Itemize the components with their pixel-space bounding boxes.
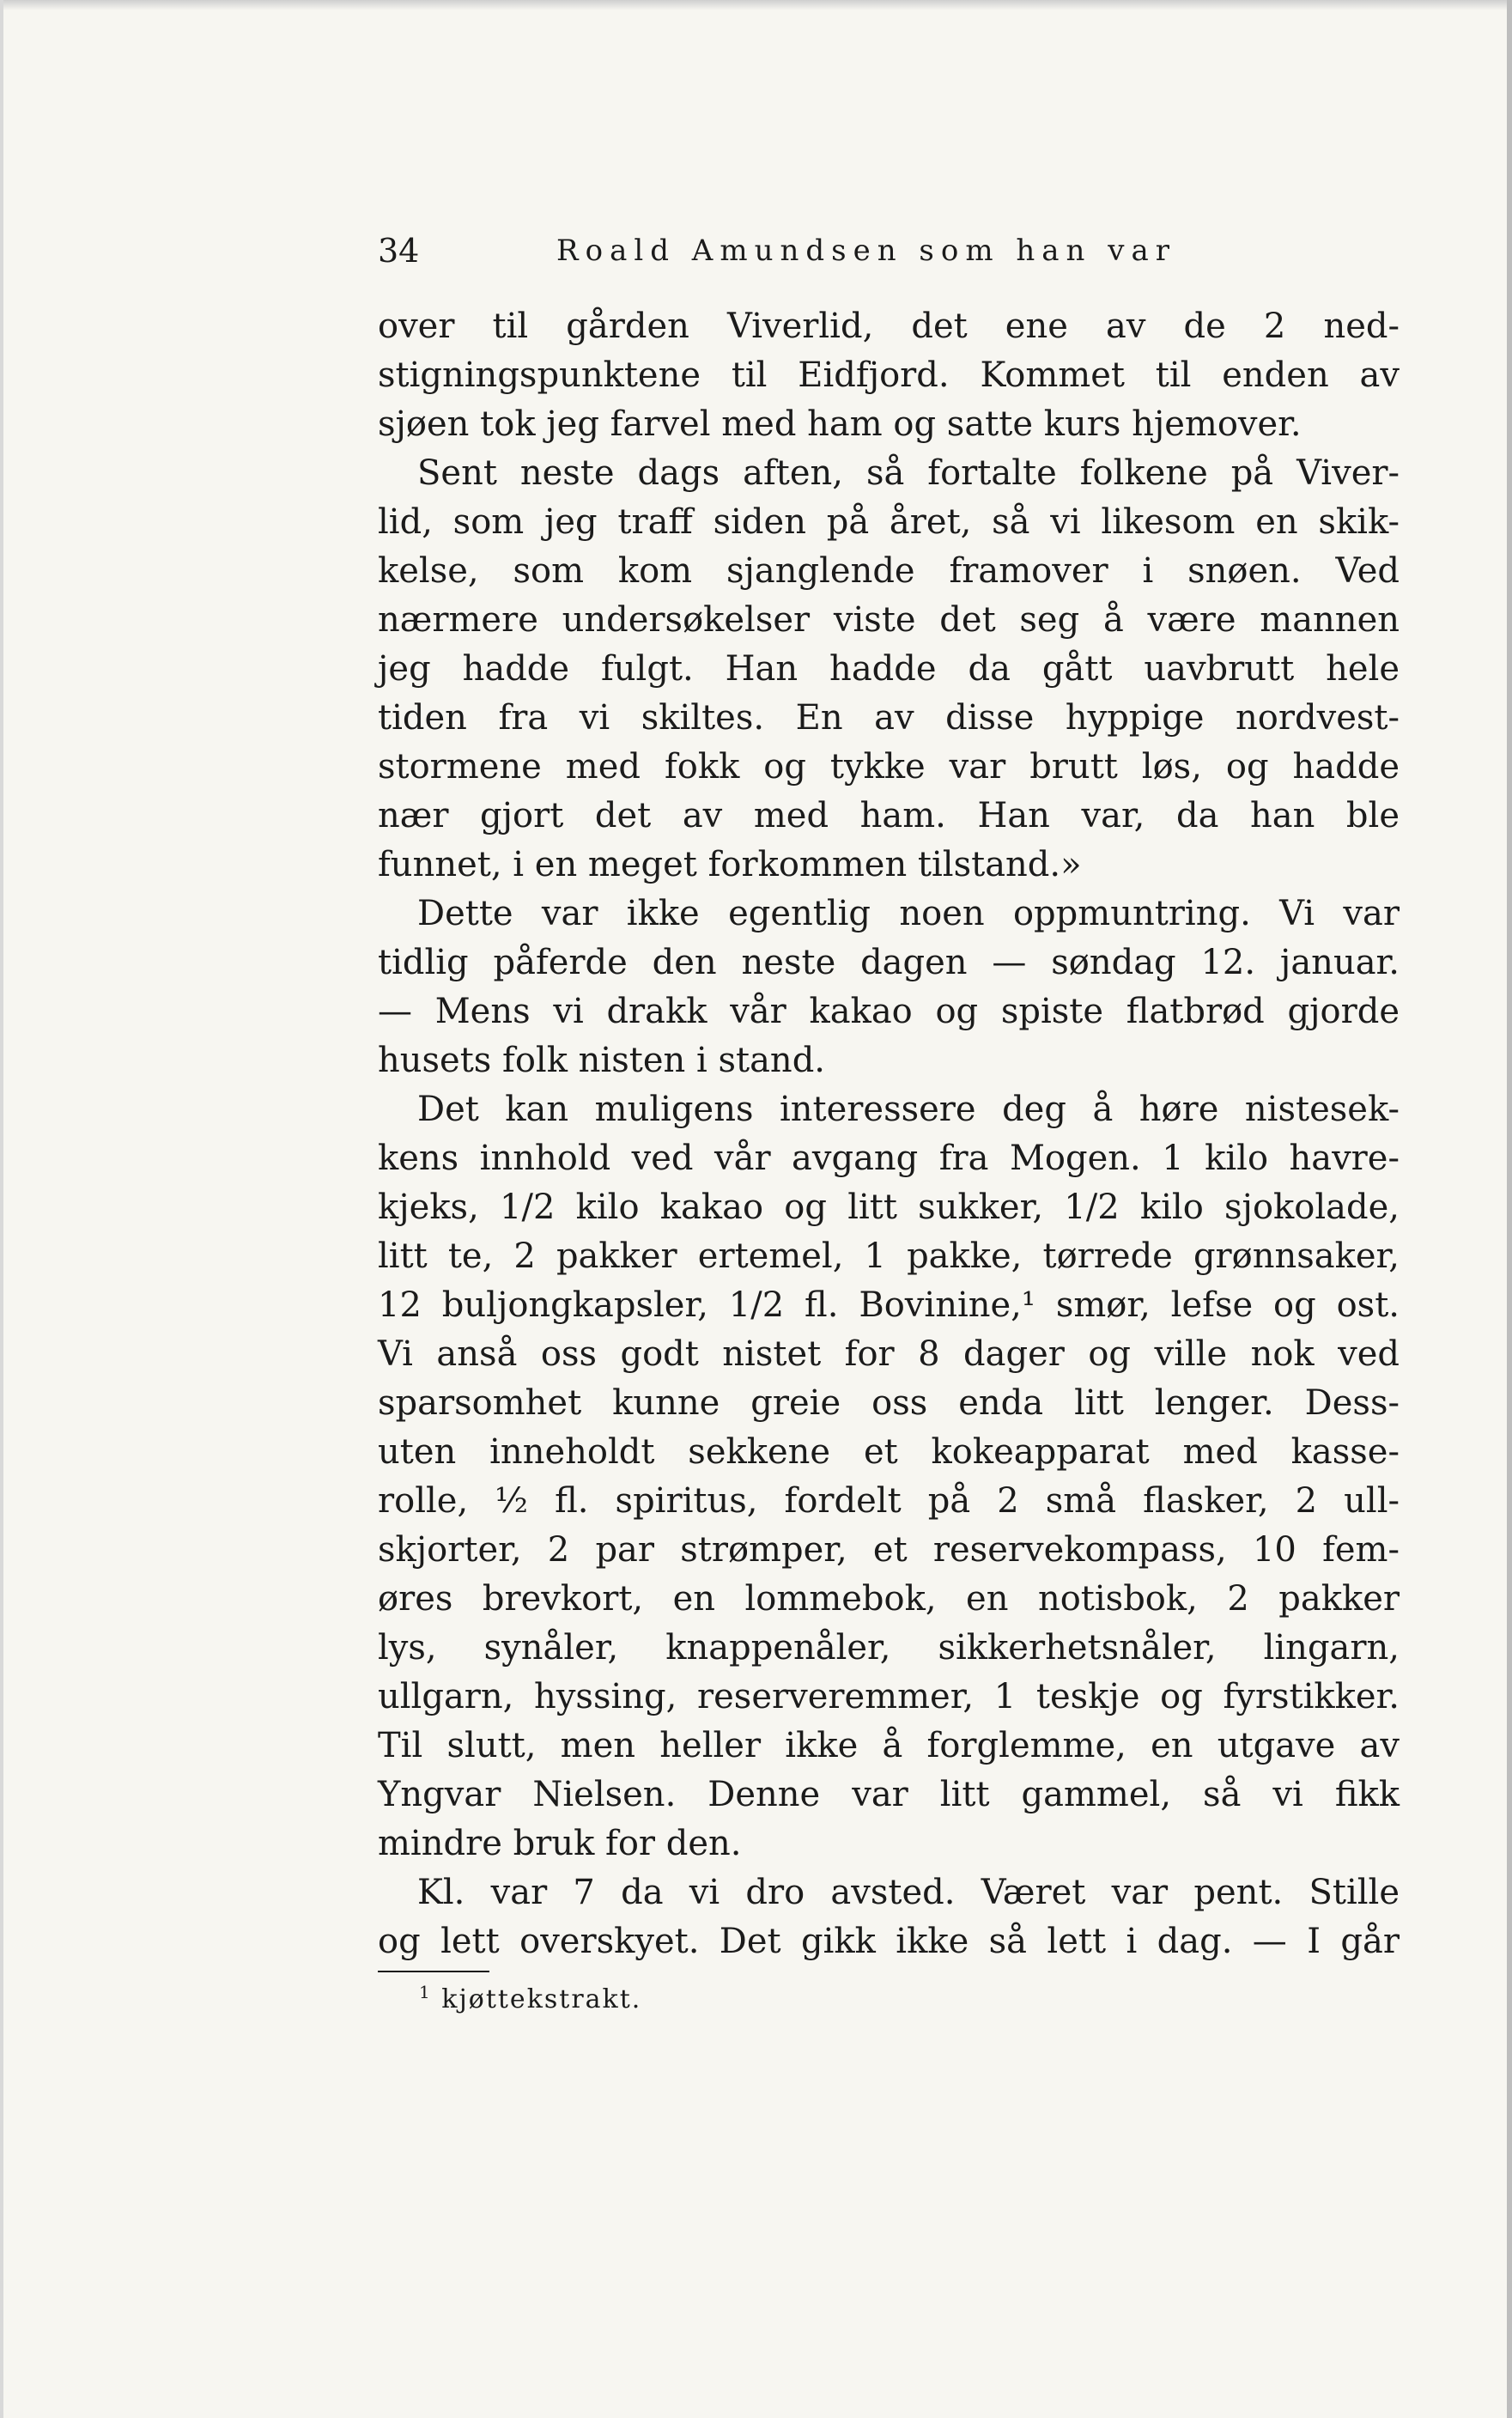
- text-line: Til slutt, men heller ikke å forglemme, en utgave av: [378, 1726, 1400, 1765]
- footnote-rule: [378, 1971, 489, 1972]
- text-line: jeg hadde fulgt. Han hadde da gått uavbrutt hele: [378, 649, 1400, 689]
- text-line: tiden fra vi skiltes. En av disse hyppige nordvest-: [378, 698, 1400, 738]
- text-line: nær gjort det av med ham. Han var, da han ble: [378, 796, 1400, 835]
- text-line: Sent neste dags aften, så fortalte folkene på Viver-: [417, 453, 1400, 493]
- scan-top-edge: [0, 0, 1512, 10]
- text-line: og lett overskyet. Det gikk ikke så lett i dag. — I går: [378, 1922, 1400, 1961]
- text-line: stigningspunktene til Eidfjord. Kommet til enden av: [378, 355, 1400, 395]
- text-line: funnet, i en meget forkommen tilstand.»: [378, 845, 1082, 884]
- text-line: kjeks, 1/2 kilo kakao og litt sukker, 1/2 kilo sjokolade,: [378, 1188, 1400, 1227]
- text-line: Yngvar Nielsen. Denne var litt gammel, så vi fikk: [378, 1775, 1400, 1814]
- text-line: stormene med fokk og tykke var brutt løs, og hadde: [378, 747, 1400, 787]
- text-line: lid, som jeg traff siden på året, så vi likesom en skik-: [378, 502, 1400, 542]
- text-line: sparsomhet kunne greie oss enda litt lenger. Dess-: [378, 1383, 1400, 1423]
- text-line: kelse, som kom sjanglende framover i snøen. Ved: [378, 551, 1400, 591]
- footnote-mark: 1: [419, 1982, 432, 2002]
- footnote: [419, 1975, 641, 2017]
- text-line: øres brevkort, en lommebok, en notisbok, 2 pakker: [378, 1579, 1400, 1619]
- footnote-text: kjøttekstrakt.: [441, 1984, 642, 2014]
- text-line: ullgarn, hyssing, reserveremmer, 1 teskje og fyrstikker.: [378, 1677, 1400, 1716]
- text-line: Det kan muligens interessere deg å høre nistesek-: [417, 1090, 1400, 1129]
- scan-right-edge: [1507, 0, 1512, 2418]
- text-line: mindre bruk for den.: [378, 1824, 742, 1863]
- text-line: rolle, ½ fl. spiritus, fordelt på 2 små flasker, 2 ull-: [378, 1481, 1400, 1521]
- text-line: skjorter, 2 par strømper, et reservekompass, 10 fem-: [378, 1530, 1400, 1570]
- text-line: lys, synåler, knappenåler, sikkerhetsnåler, lingarn,: [378, 1628, 1400, 1668]
- text-line: over til gården Viverlid, det ene av de 2 ned-: [378, 307, 1400, 346]
- text-line: sjøen tok jeg farvel med ham og satte kurs hjemover.: [378, 404, 1302, 444]
- text-line: — Mens vi drakk vår kakao og spiste flatbrød gjorde: [378, 992, 1400, 1031]
- text-line: tidlig påferde den neste dagen — søndag 12. januar.: [378, 943, 1400, 982]
- text-line: 12 buljongkapsler, 1/2 fl. Bovinine,¹ smør, lefse og ost.: [378, 1285, 1400, 1325]
- text-line: uten inneholdt sekkene et kokeapparat med kasse-: [378, 1432, 1400, 1472]
- page-header: [378, 225, 1400, 276]
- text-line: litt te, 2 pakker ertemel, 1 pakke, tørrede grønnsaker,: [378, 1236, 1400, 1276]
- text-line: husets folk nisten i stand.: [378, 1041, 826, 1080]
- page-number: 34: [378, 232, 420, 270]
- body-text: [378, 302, 1400, 1966]
- text-line: Vi anså oss godt nistet for 8 dager og ville nok ved: [378, 1334, 1400, 1374]
- text-line: kens innhold ved vår avgang fra Mogen. 1 kilo havre-: [378, 1139, 1400, 1178]
- text-line: Dette var ikke egentlig noen oppmuntring. Vi var: [417, 894, 1400, 933]
- text-line: nærmere undersøkelser viste det seg å være mannen: [378, 600, 1400, 640]
- running-title: Roald Amundsen som han var: [556, 234, 1176, 268]
- scan-left-edge: [0, 0, 3, 2418]
- text-line: Kl. var 7 da vi dro avsted. Været var pent. Stille: [417, 1873, 1400, 1912]
